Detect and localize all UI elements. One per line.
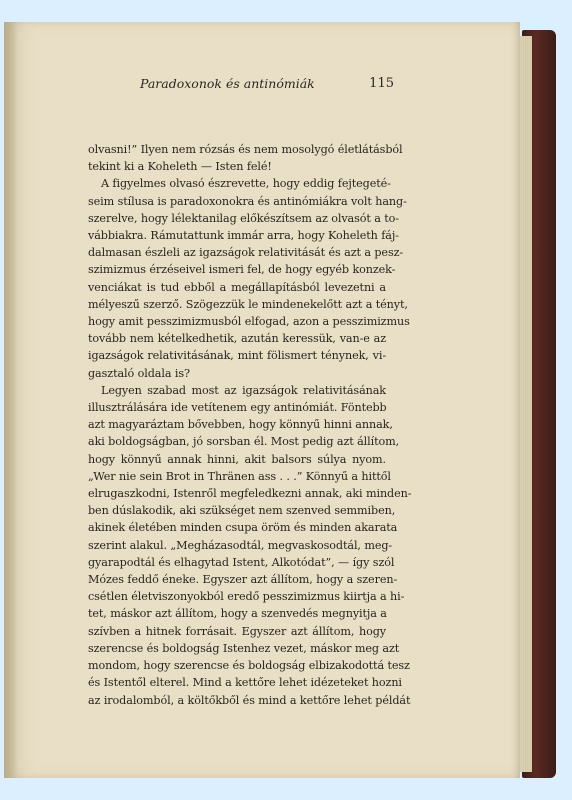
text-line: szimizmus érzéseivel ismeri fel, de hogy egyéb konzek- <box>88 263 396 277</box>
text-line: vábbiakra. Rámutattunk immár arra, hogy Koheleth fáj- <box>88 229 399 243</box>
text-line: és Istentől elterel. Mind a kettőre lehet idézeteket hozni <box>88 676 402 690</box>
text-line: ben dúslakodik, aki szükséget nem szenved semmiben, <box>88 504 396 518</box>
text-line: Legyen szabad most az igazságok relativitásának <box>101 383 386 397</box>
text-line: gasztaló oldala is? <box>88 366 190 380</box>
text-line: elrugaszkodni, Istenről megfeledkezni annak, aki minden- <box>88 487 412 501</box>
text-line: hogy amit pesszimizmusból elfogad, azon a pesszimizmus <box>88 315 410 329</box>
text-line: dalmasan észleli az igazságok relativitását és azt a pesz- <box>88 246 404 260</box>
text-line: mondom, hogy szerencse és boldogság elbizakodottá tesz <box>88 659 410 673</box>
text-line: tekint ki a Koheleth — Isten felé! <box>88 160 272 174</box>
text-line: tovább nem kételkedhetik, azután keressük, van-e az <box>88 332 386 346</box>
running-head-title: Paradoxonok és antinómiák <box>140 76 315 91</box>
text-line: csétlen életviszonyokból eredő pesszimizmus kiirtja a hi- <box>88 590 405 604</box>
text-line: A figyelmes olvasó észrevette, hogy eddig fejtegeté- <box>101 177 391 191</box>
page-number: 115 <box>369 76 394 91</box>
text-line: olvasni!” Ilyen nem rózsás és nem mosolygó életlátásból <box>88 143 403 156</box>
text-line: igazságok relativitásának, mint fölismert ténynek, vi- <box>88 349 386 363</box>
text-line: szerelve, hogy lélektanilag előkészítsem az olvasót a to- <box>88 211 399 225</box>
running-head <box>140 76 394 96</box>
text-line: akinek életében minden csupa öröm és minden akarata <box>88 521 398 535</box>
text-line: szerint alakul. „Megházasodtál, megvaskosodtál, meg- <box>88 538 393 552</box>
text-line: Mózes feddő éneke. Egyszer azt állítom, hogy a szeren- <box>88 573 398 587</box>
text-line: azt magyaráztam bővebben, hogy könnyű hinni annak, <box>88 418 393 432</box>
text-line: seim stílusa is paradoxonokra és antinómiákra volt hang- <box>88 194 407 208</box>
text-line: szerencse és boldogság Istenhez vezet, máskor meg azt <box>88 641 400 655</box>
text-line: gyarapodtál és elhagytad Istent, Alkotódat”, — így szól <box>88 555 395 569</box>
text-line: venciákat is tud ebből a megállapításból levezetni a <box>88 280 386 294</box>
text-line: „Wer nie sein Brot in Thränen ass . . .” Könnyű a hittől <box>88 469 391 483</box>
text-line: hogy könnyű annak hinni, akit balsors súlya nyom. <box>88 452 386 466</box>
body-text <box>88 141 412 709</box>
text-line: tet, máskor azt állítom, hogy a szenvedés megnyitja a <box>88 607 387 621</box>
text-line: az irodalomból, a költőkből és mind a kettőre lehet példát <box>88 693 411 707</box>
page-gutter-shadow <box>4 22 18 778</box>
text-line: mélyeszű szerző. Szögezzük le mindenekelőtt azt a tényt, <box>88 297 408 311</box>
text-line: aki boldogságban, jó sorsban él. Most pedig azt állítom, <box>88 435 400 449</box>
text-line: illusztrálására ide vetítenem egy antinómiát. Föntebb <box>88 401 387 415</box>
text-line: szívben a hitnek forrásait. Egyszer azt állítom, hogy <box>88 624 386 638</box>
